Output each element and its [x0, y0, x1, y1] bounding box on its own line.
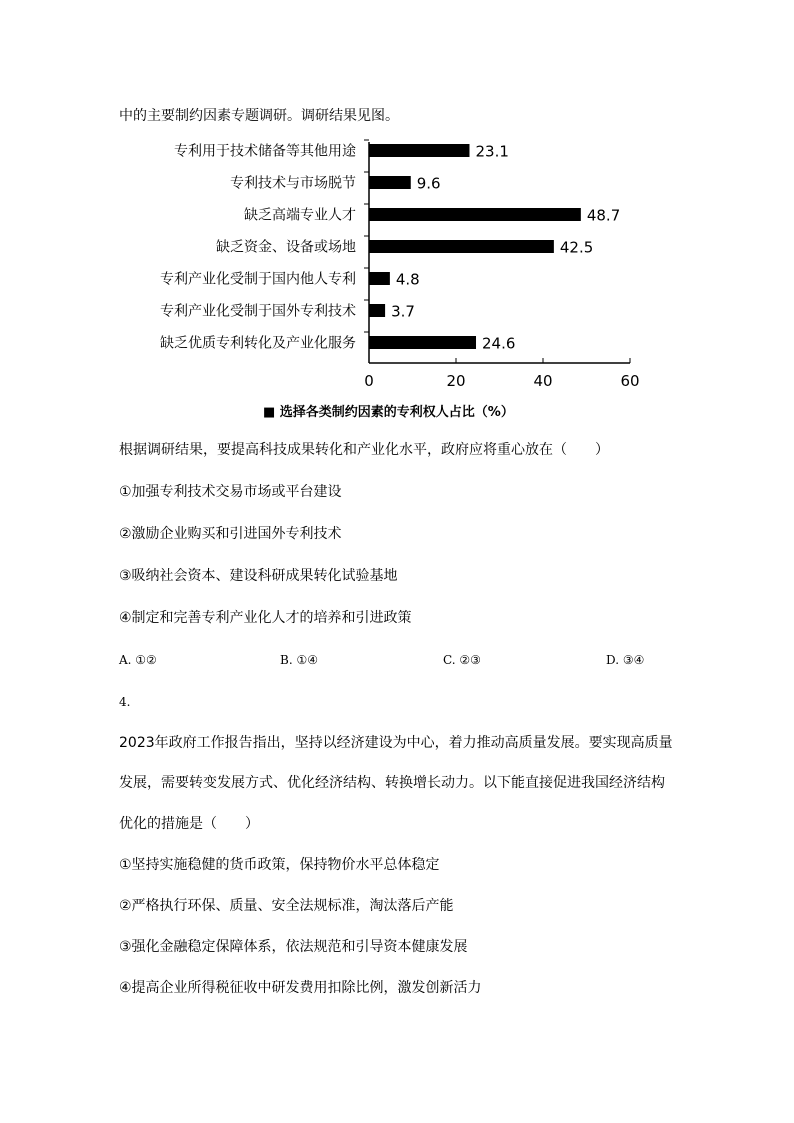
q3-option-a: A. ①②: [119, 653, 157, 667]
bar-chart: [100, 130, 660, 430]
category-label: 专利产业化受制于国外专利技术: [160, 303, 356, 320]
q3-item-1: ①加强专利技术交易市场或平台建设: [119, 484, 342, 500]
x-tick-label: 0: [364, 372, 374, 390]
q3-option-b: B. ①④: [280, 653, 318, 667]
category-label: 缺乏高端专业人才: [244, 207, 356, 224]
value-label: 9.6: [416, 174, 441, 193]
category-label: 缺乏资金、设备或场地: [216, 239, 356, 256]
q3-item-2: ②激励企业购买和引进国外专利技术: [119, 526, 342, 542]
q4-item-4: ④提高企业所得税征收中研发费用扣除比例，激发创新活力: [119, 980, 482, 996]
q3-option-c: C. ②③: [443, 653, 481, 667]
value-label: 23.1: [475, 142, 509, 161]
value-label: 3.7: [391, 302, 415, 321]
bar: [369, 272, 390, 285]
bar: [369, 336, 476, 349]
bar: [369, 176, 411, 189]
bar: [369, 144, 469, 157]
q4-stem-line-1: 2023年政府工作报告指出，坚持以经济建设为中心，着力推动高质量发展。要实现高质量: [119, 735, 673, 751]
q4-item-2: ②严格执行环保、质量、安全法规标准，淘汰落后产能: [119, 898, 454, 914]
value-label: 48.7: [586, 206, 621, 225]
category-label: 专利用于技术储备等其他用途: [174, 143, 356, 160]
value-label: 4.8: [395, 270, 420, 289]
bar: [369, 304, 385, 317]
x-tick-label: 20: [446, 372, 466, 390]
value-label: 42.5: [559, 238, 594, 257]
q3-stem: 根据调研结果，要提高科技成果转化和产业化水平，政府应将重心放在（ ）: [119, 442, 609, 458]
intro-text: 中的主要制约因素专题调研。调研结果见图。: [119, 108, 399, 124]
q3-option-d: D. ③④: [606, 653, 645, 667]
q3-item-3: ③吸纳社会资本、建设科研成果转化试验基地: [119, 568, 398, 584]
category-label: 专利技术与市场脱节: [230, 175, 356, 192]
q4-stem-line-2: 发展，需要转变发展方式、优化经济结构、转换增长动力。以下能直接促进我国经济结构: [119, 775, 665, 791]
legend: ■ 选择各类制约因素的专利权人占比（%）: [263, 405, 514, 420]
category-label: 缺乏优质专利转化及产业化服务: [160, 335, 356, 352]
q4-stem-line-3: 优化的措施是（ ）: [119, 816, 259, 832]
x-tick-label: 60: [620, 372, 640, 390]
x-tick-label: 40: [533, 372, 553, 390]
bar: [369, 240, 554, 253]
q4-number: 4.: [119, 695, 131, 709]
bar: [369, 208, 581, 221]
q4-item-3: ③强化金融稳定保障体系，依法规范和引导资本健康发展: [119, 939, 468, 955]
value-label: 24.6: [482, 334, 516, 353]
category-label: 专利产业化受制于国内他人专利: [160, 271, 356, 288]
q3-item-4: ④制定和完善专利产业化人才的培养和引进政策: [119, 610, 412, 626]
q4-item-1: ①坚持实施稳健的货币政策，保持物价水平总体稳定: [119, 857, 440, 873]
